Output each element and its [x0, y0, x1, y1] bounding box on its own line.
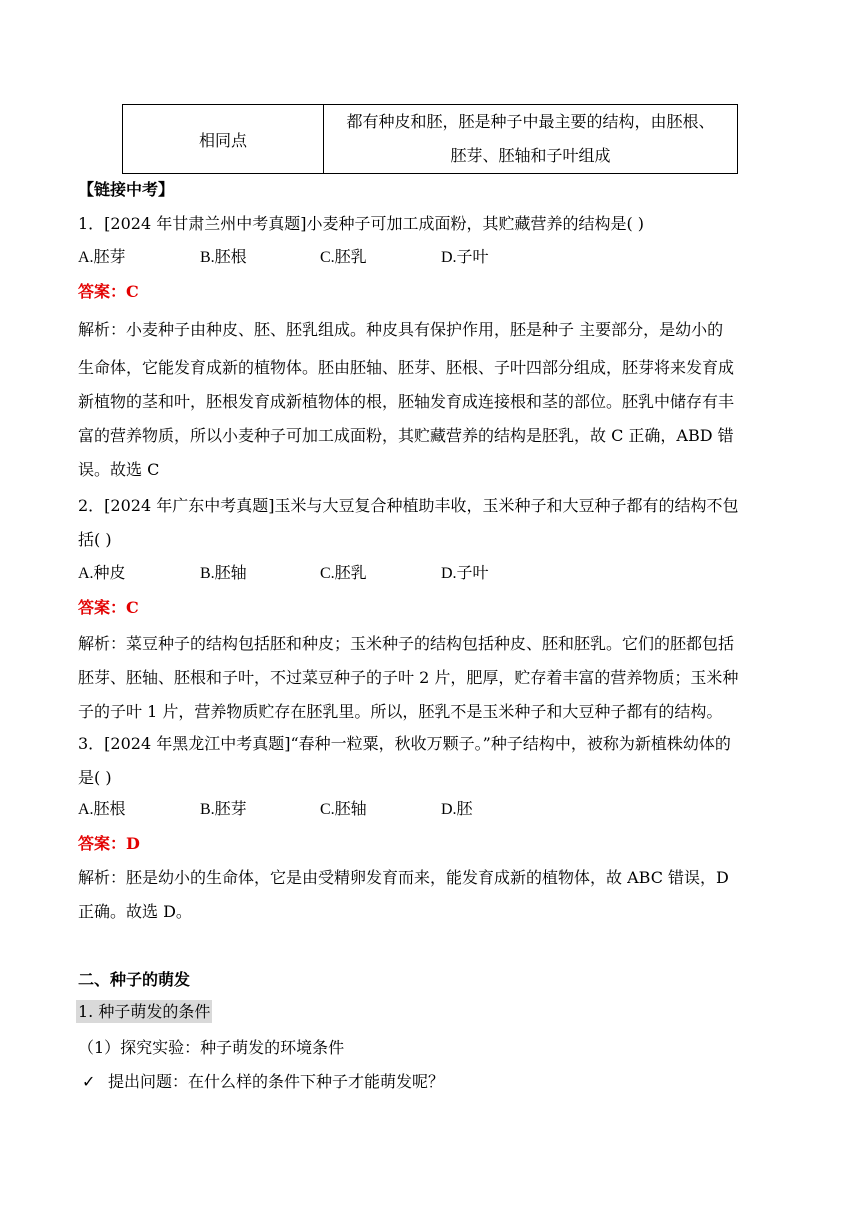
- question-3-analysis-line: 解析：胚是幼小的生命体，它是由受精卵发育而来，能发育成新的植物体，故 ABC 错误，D: [78, 868, 729, 887]
- question-1-analysis-line: 富的营养物质，所以小麦种子可加工成面粉，其贮藏营养的结构是胚乳，故 C 正确，ABD 错: [78, 426, 734, 445]
- question-2-option-a: A.种皮: [78, 565, 126, 582]
- question-1-option-c: C.胚乳: [320, 249, 367, 266]
- question-1-analysis-line: 误。故选 C: [78, 460, 160, 479]
- question-3-option-b: B.胚芽: [200, 801, 247, 818]
- table-content-cell: [324, 105, 738, 174]
- subsection-heading: [76, 1002, 212, 1022]
- comparison-table: [122, 104, 738, 174]
- question-3-option-a: A.胚根: [78, 801, 126, 818]
- question-2-option-d: D.子叶: [441, 565, 489, 582]
- question-2-stem: 2．[2024 年广东中考真题]玉米与大豆复合种植助丰收，玉米种子和大豆种子都有的结构不包: [78, 496, 739, 515]
- question-2-analysis-line: 子的子叶 1 片，营养物质贮存在胚乳里。所以，胚乳不是玉米种子和大豆种子都有的结构。: [78, 702, 723, 721]
- question-1-analysis-line: 生命体，它能发育成新的植物体。胚由胚轴、胚芽、胚根、子叶四部分组成，胚芽将来发育成: [78, 358, 735, 377]
- question-2-option-b: B.胚轴: [200, 565, 247, 582]
- question-3-option-c: C.胚轴: [320, 801, 367, 818]
- subsection-title: 1. 种子萌发的条件: [78, 1002, 211, 1021]
- question-2-stem-cont: 括( ): [78, 530, 112, 549]
- question-1-analysis-line: 新植物的茎和叶，胚根发育成新植物体的根，胚轴发育成连接根和茎的部位。胚乳中储存有丰: [78, 392, 735, 411]
- experiment-title: （1）探究实验：种子萌发的环境条件: [78, 1038, 345, 1057]
- table-label-cell: 相同点: [123, 105, 324, 174]
- question-2-answer: 答案：C: [78, 598, 139, 617]
- table-content-line-1: 都有种皮和胚，胚是种子中最主要的结构，由胚根、: [346, 112, 715, 131]
- question-3-stem-cont: 是( ): [78, 768, 112, 787]
- question-1-stem: 1．[2024 年甘肃兰州中考真题]小麦种子可加工成面粉，其贮藏营养的结构是( ): [78, 214, 645, 233]
- section-2-heading: 二、种子的萌发: [78, 970, 191, 989]
- question-2-option-c: C.胚乳: [320, 565, 367, 582]
- question-1-option-d: D.子叶: [441, 249, 489, 266]
- question-2-analysis-line: 胚芽、胚轴、胚根和子叶，不过菜豆种子的子叶 2 片，肥厚，贮存着丰富的营养物质；玉米种: [78, 668, 739, 687]
- section-heading-link: 【链接中考】: [78, 180, 175, 199]
- table-content-line-2: 胚芽、胚轴和子叶组成: [450, 146, 611, 165]
- question-3-analysis-line: 正确。故选 D。: [78, 902, 192, 921]
- question-3-option-d: D.胚: [441, 801, 473, 818]
- question-3-answer: 答案：D: [78, 834, 140, 853]
- question-1-analysis-line: 解析：小麦种子由种皮、胚、胚乳组成。种皮具有保护作用，胚是种子 主要部分，是幼小的: [78, 320, 724, 339]
- check-icon: ✓: [82, 1072, 96, 1091]
- check-item-text: 提出问题：在什么样的条件下种子才能萌发呢？: [108, 1072, 445, 1091]
- question-1-answer: 答案：C: [78, 282, 139, 301]
- question-2-analysis-line: 解析：菜豆种子的结构包括胚和种皮；玉米种子的结构包括种皮、胚和胚乳。它们的胚都包括: [78, 634, 735, 653]
- question-1-option-a: A.胚芽: [78, 249, 126, 266]
- question-3-stem: 3．[2024 年黑龙江中考真题]“春种一粒粟，秋收万颗子。”种子结构中，被称为新植株幼体的: [78, 734, 731, 753]
- table-row: [123, 105, 738, 174]
- question-1-option-b: B.胚根: [200, 249, 247, 266]
